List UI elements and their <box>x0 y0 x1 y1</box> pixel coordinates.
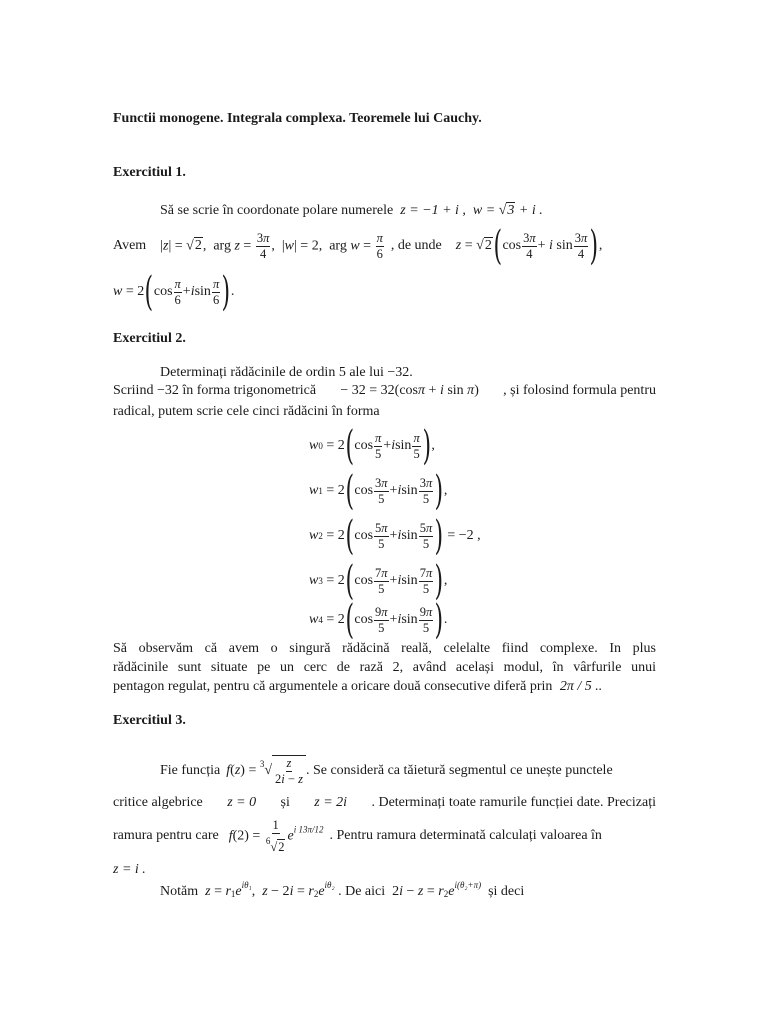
ex1-z-polar: z = √2(cos $\frac{3\pi}{4}$ + i sin $\frac{3\pi}{4}$ ), <box>455 223 603 269</box>
ex2-observation-1: Să observăm că avem o singură rădăcină reală, celelalte fiind complexe. In plus <box>113 641 656 656</box>
ex2-heading: Exercitiul 2. <box>113 331 186 346</box>
branch-value: f(2) = $\frac{1}{^6√2}$ $e^{i 13\pi/12}$ <box>228 817 324 854</box>
de-unde-label: , de unde <box>390 238 442 253</box>
ex1-avem-line <box>113 224 656 268</box>
ex2-statement: Determinați rădăcinile de ordin 5 ale lui −32. <box>160 365 413 380</box>
root-w2: w 2 = 2 ( cos $\frac{5\pi}{5}$ + i sin $\frac{5\pi}{5}$ ) = −2 , <box>309 513 481 559</box>
ex3-line1: Fie funcția f(z) = $^3$√ $\frac{z}{2i - z}$ . Se consideră ca tăietură segmentul ce unește punctele <box>160 756 613 786</box>
ex2-trig-form: − 32 = 32(cosπ + i sin π) <box>340 383 479 398</box>
root-w1: w 1 = 2 ( cos $\frac{3\pi}{5}$ + i sin $\frac{3\pi}{5}$ ) , <box>309 468 448 514</box>
ex1-numbers: z = −1 + i , w = √3 + i . <box>396 203 543 218</box>
ex2-observation-3: pentagon regulat, pentru că argumentele a oricare două consecutive diferă prin 2π / 5 .. <box>113 679 603 694</box>
ex1-polar-values: |z| = √2, arg z = $\frac{3\pi}{4}$ , |w| = 2, arg w = $\frac{\pi}{6}$ <box>160 230 383 261</box>
ex1-w-polar: w = 2 ( cos $\frac{\pi}{6}$ + i sin $\frac{\pi}{6}$ ) . <box>113 269 235 315</box>
ex2-line1: Scriind −32 în forma trigonometrică − 32 = 32(cosπ + i sin π) , și folosind formula pentru <box>113 383 656 398</box>
ex3-heading: Exercitiul 3. <box>113 713 186 728</box>
ex3-line5: Notăm $z = r_1e^{i\theta_1}$, $z - 2i = r_2e^{i\theta_2}$ . De aici $2i - z = r_2e^{i(\theta_2+\pi)}$ și deci <box>160 880 525 899</box>
ex1-heading: Exercitiul 1. <box>113 165 186 180</box>
ex2-line2: radical, putem scrie cele cinci rădăcini în forma <box>113 404 380 419</box>
ex1-statement: Să se scrie în coordonate polare numerele z = −1 + i , w = √3 + i . <box>160 203 543 218</box>
avem-label: Avem <box>113 238 147 253</box>
root-w0: w 0 = 2 ( cos $\frac{\pi}{5}$ + i sin $\frac{\pi}{5}$ ) , <box>309 423 435 469</box>
root-w4: w 4 = 2 ( cos $\frac{9\pi}{5}$ + i sin $\frac{9\pi}{5}$ ) . <box>309 597 448 643</box>
ex3-line4: z = i . <box>113 862 146 877</box>
ex3-line3: ramura pentru care f(2) = $\frac{1}{^6√2}$ $e^{i 13\pi/12}$ . Pentru ramura determinată calculați valoarea în <box>113 817 602 854</box>
ex2-observation-2: rădăcinile sunt situate pe un cerc de rază 2, având același modul, în vârfurile unui <box>113 660 656 675</box>
ex3-line2: critice algebrice z = 0 și z = 2i . Determinați toate ramurile funcției date. Precizați <box>113 795 656 810</box>
derived-formula: $2i - z = r_2e^{i(\theta_2+\pi)}$ <box>388 880 482 899</box>
point-z0: z = 0 <box>227 795 257 810</box>
root-w3: w 3 = 2 ( cos $\frac{7\pi}{5}$ + i sin $\frac{7\pi}{5}$ ) , <box>309 558 448 604</box>
function-definition: f(z) = $^3$√ $\frac{z}{2i - z}$ <box>226 755 306 787</box>
notation-formulas: $z = r_1e^{i\theta_1}$, $z - 2i = r_2e^{i\theta_2}$ <box>205 880 335 899</box>
document-title: Functii monogene. Integrala complexa. Teoremele lui Cauchy. <box>113 111 482 126</box>
point-z2i: z = 2i <box>314 795 348 810</box>
angle-difference: 2π / 5 .. <box>559 679 603 694</box>
